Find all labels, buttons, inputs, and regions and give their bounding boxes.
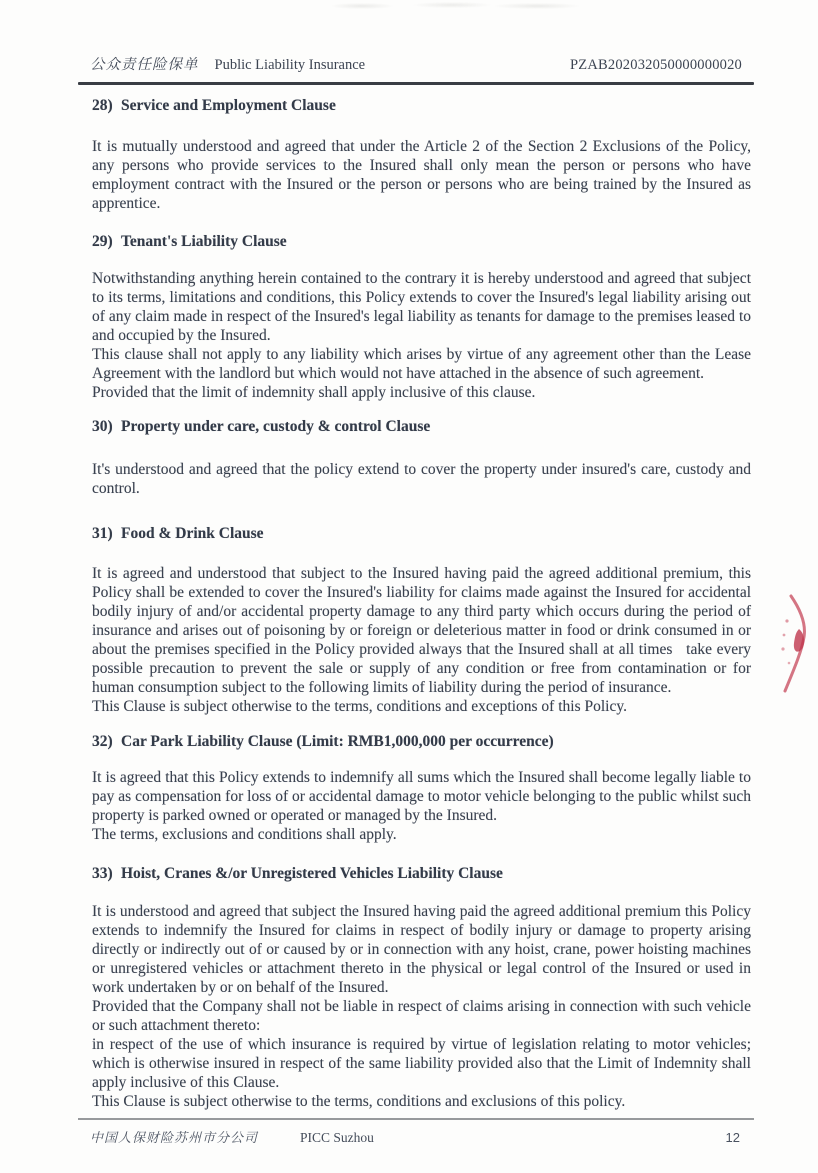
section-title: Food & Drink Clause — [121, 525, 264, 542]
section-title: Service and Employment Clause — [121, 97, 336, 114]
section-number: 32) — [92, 733, 113, 750]
section-33 — [92, 864, 751, 1111]
section-body — [92, 902, 751, 1111]
section-28 — [92, 96, 751, 213]
section-29 — [92, 232, 751, 402]
section-heading — [92, 232, 751, 251]
section-32 — [92, 732, 751, 844]
clause-paragraph: The terms, exclusions and conditions shall apply. — [92, 826, 397, 843]
section-heading — [92, 864, 751, 883]
policy-number: PZAB202032050000000020 — [570, 57, 742, 73]
section-body — [92, 460, 751, 498]
clause-paragraph: Provided that the limit of indemnity shall apply inclusive of this clause. — [92, 384, 536, 401]
clause-paragraph: It's understood and agreed that the policy extend to cover the property under insured's care, custody and control. — [92, 461, 751, 497]
scan-smudge — [332, 1, 582, 10]
section-31 — [92, 524, 751, 716]
section-number: 30) — [92, 418, 113, 435]
clause-paragraph: in respect of the use of which insurance is required by virtue of legislation relating to motor vehicles; which is otherwise insured in respect of the same liability provided also that the Limit of Indemnity shall apply inclusive of this Clause. — [92, 1036, 751, 1091]
footer-company-zh: 中国人保财险苏州市分公司 — [90, 1130, 259, 1145]
clauses-content — [92, 85, 751, 1111]
section-body — [92, 137, 751, 213]
section-heading — [92, 96, 751, 115]
section-body — [92, 564, 751, 716]
clause-paragraph: This Clause is subject otherwise to the terms, conditions and exceptions of this Policy. — [92, 698, 627, 715]
section-number: 31) — [92, 525, 113, 542]
clause-paragraph: This clause shall not apply to any liability which arises by virtue of any agreement other than the Lease Agreement with the landlord but which would not have attached in the absence of such agreement. — [92, 346, 751, 382]
red-seal-edge-icon — [776, 593, 814, 695]
section-title: Car Park Liability Clause (Limit: RMB1,000,000 per occurrence) — [121, 733, 554, 750]
footer-rule — [78, 1118, 754, 1120]
section-heading — [92, 524, 751, 543]
clause-paragraph: It is mutually understood and agreed that under the Article 2 of the Section 2 Exclusions of the Policy, any persons who provide services to the Insured shall only mean the person or persons who have employment contract with the Insured or the person or persons who are being trained by the Insured as apprentice. — [92, 138, 751, 212]
section-number: 28) — [92, 97, 113, 114]
section-body — [92, 768, 751, 844]
section-title: Property under care, custody & control Clause — [121, 418, 431, 435]
section-heading — [92, 417, 751, 436]
section-title: Hoist, Cranes &/or Unregistered Vehicles Liability Clause — [121, 865, 503, 882]
page-number: 12 — [725, 1130, 740, 1145]
section-heading — [92, 732, 751, 751]
page-header — [78, 56, 754, 85]
header-title-en: Public Liability Insurance — [214, 57, 366, 73]
footer-company-en: PICC Suzhou — [300, 1130, 374, 1145]
page-footer — [78, 1118, 754, 1146]
section-title: Tenant's Liability Clause — [121, 233, 287, 250]
header-title-zh: 公众责任险保单 — [90, 57, 199, 73]
clause-paragraph: Notwithstanding anything herein contained to the contrary it is hereby understood and agreed that subject to its terms, limitations and conditions, this Policy extends to cover the Insured's legal liability arising out of any claim made in respect of the Insured's legal liability as tenants for damage to the premises leased to and occupied by the Insured. — [92, 270, 751, 344]
section-number: 29) — [92, 233, 113, 250]
clause-paragraph: Provided that the Company shall not be liable in respect of claims arising in connection with such vehicle or such attachment thereto: — [92, 998, 751, 1034]
clause-paragraph: It is understood and agreed that subject the Insured having paid the agreed additional premium this Policy extends to indemnify the Insured for claims in respect of bodily injury or damage to property arising directly or indirectly out of or caused by or in connection with any hoist, crane, power hoisting machines or unregistered vehicles or attachment thereto in the physical or legal control of the Insured or used in work undertaken by or on behalf of the Insured. — [92, 903, 751, 996]
clause-paragraph: This Clause is subject otherwise to the terms, conditions and exclusions of this policy. — [92, 1093, 626, 1110]
clause-paragraph: It is agreed and understood that subject to the Insured having paid the agreed additional premium, this Policy shall be extended to cover the Insured's liability for claims made against the Insured for accidental bodily injury of and/or accidental property damage to any third party which occurs during the period of insurance and arises out of poisoning by or foreign or deleterious matter in food or drink consumed in or about the premises specified in the Policy provided always that the Insured shall at all times take every possible precaution to prevent the sale or supply of any condition or free from contamination or for human consumption subject to the following limits of liability during the period of insurance. — [92, 565, 751, 696]
clause-paragraph: It is agreed that this Policy extends to indemnify all sums which the Insured shall become legally liable to pay as compensation for loss of or accidental damage to motor vehicle belonging to the public whilst such property is parked owned or operated or managed by the Insured. — [92, 769, 751, 824]
section-30 — [92, 417, 751, 498]
section-body — [92, 269, 751, 402]
section-number: 33) — [92, 865, 113, 882]
